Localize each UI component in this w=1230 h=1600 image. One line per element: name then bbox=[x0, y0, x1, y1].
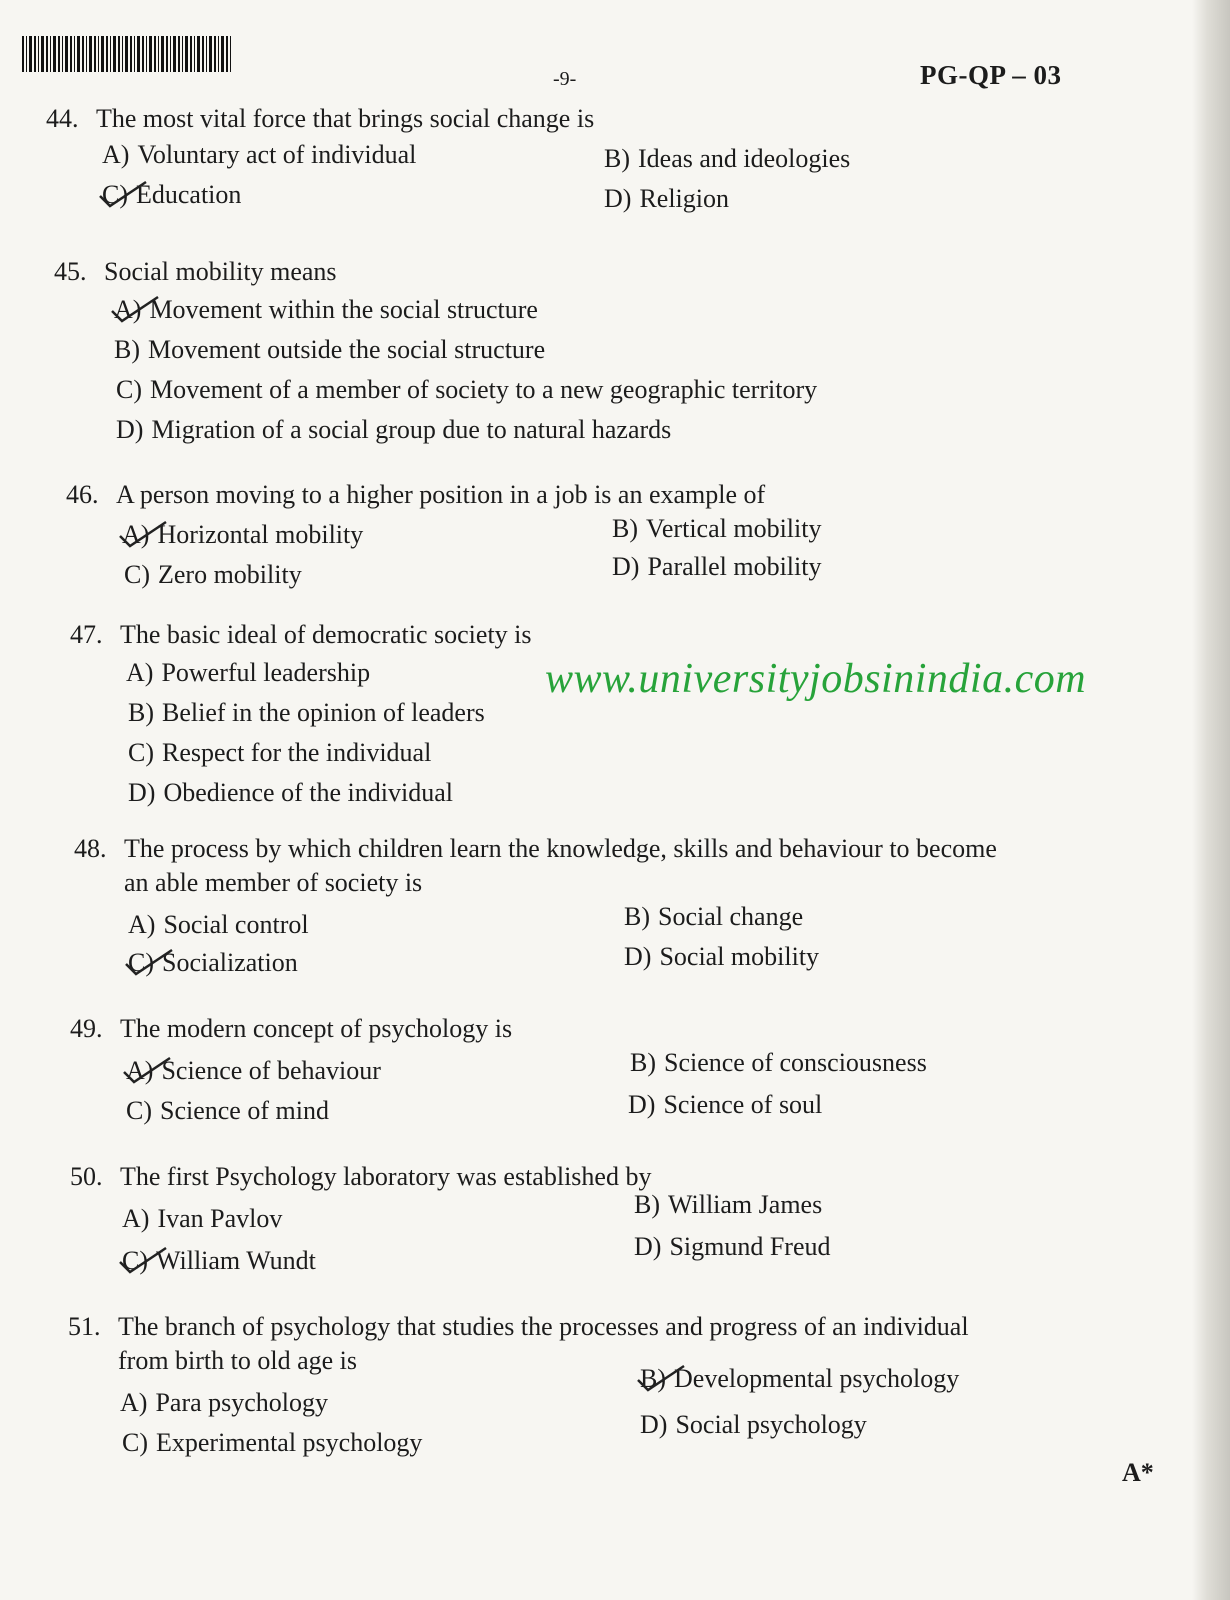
option-d: D) Parallel mobility bbox=[612, 552, 822, 581]
question-number: 48. bbox=[74, 834, 107, 863]
question-text: The modern concept of psychology is bbox=[120, 1014, 513, 1043]
barcode bbox=[22, 36, 232, 72]
scanned-page-edge bbox=[1192, 0, 1230, 1600]
question-number: 44. bbox=[46, 104, 79, 133]
option-c: C) Science of mind bbox=[126, 1096, 329, 1125]
question-46 bbox=[66, 478, 822, 596]
option-c: C) Zero mobility bbox=[124, 560, 302, 589]
option-a: A) Horizontal mobility bbox=[122, 518, 363, 552]
option-c: C) Experimental psychology bbox=[122, 1428, 423, 1457]
option-a: A) Powerful leadership bbox=[126, 658, 371, 687]
footer-mark: A* bbox=[1122, 1458, 1154, 1487]
option-b: B) Ideas and ideologies bbox=[604, 144, 851, 173]
question-number: 46. bbox=[66, 480, 99, 509]
question-45 bbox=[54, 255, 818, 459]
option-c: C) Education bbox=[102, 178, 241, 212]
option-d: D) Science of soul bbox=[628, 1090, 823, 1119]
option-a: A) Science of behaviour bbox=[126, 1054, 381, 1088]
option-c: C) Movement of a member of society to a new geographic territory bbox=[116, 375, 818, 404]
option-b: B) Belief in the opinion of leaders bbox=[128, 698, 485, 727]
question-text: The basic ideal of democratic society is bbox=[120, 620, 532, 649]
question-number: 45. bbox=[54, 257, 87, 286]
option-c: C) William Wundt bbox=[122, 1244, 316, 1278]
question-text: The process by which children learn the knowledge, skills and behaviour to become bbox=[124, 834, 997, 863]
question-49 bbox=[70, 1012, 927, 1130]
question-text-line-2: from birth to old age is bbox=[118, 1346, 358, 1375]
option-c: C) Socialization bbox=[128, 946, 298, 980]
option-a: A) Voluntary act of individual bbox=[102, 140, 417, 169]
option-a: A) Ivan Pavlov bbox=[122, 1204, 283, 1233]
option-a: A) Movement within the social structure bbox=[114, 293, 538, 327]
question-text: Social mobility means bbox=[104, 257, 337, 286]
option-d: D) Obedience of the individual bbox=[128, 778, 453, 807]
option-b: B) William James bbox=[634, 1190, 823, 1219]
page-number: -9- bbox=[553, 68, 577, 90]
option-d: D) Migration of a social group due to natural hazards bbox=[116, 415, 672, 444]
question-number: 50. bbox=[70, 1162, 103, 1191]
option-c: C) Respect for the individual bbox=[128, 738, 432, 767]
question-50 bbox=[70, 1160, 831, 1278]
question-text: The most vital force that brings social change is bbox=[96, 104, 595, 133]
option-b: B) Developmental psychology bbox=[640, 1362, 959, 1396]
option-b: B) Movement outside the social structure bbox=[114, 335, 546, 364]
option-d: D) Sigmund Freud bbox=[634, 1232, 831, 1261]
question-48 bbox=[74, 832, 997, 984]
question-44 bbox=[46, 102, 851, 220]
option-d: D) Religion bbox=[604, 184, 729, 213]
question-51 bbox=[68, 1310, 969, 1462]
question-number: 47. bbox=[70, 620, 103, 649]
option-b: B) Science of consciousness bbox=[630, 1048, 927, 1077]
question-text: A person moving to a higher position in a job is an example of bbox=[116, 480, 766, 509]
question-47 bbox=[70, 618, 532, 822]
option-a: A) Social control bbox=[128, 910, 309, 939]
option-b: B) Vertical mobility bbox=[612, 514, 822, 543]
option-a: A) Para psychology bbox=[120, 1388, 329, 1417]
option-d: D) Social psychology bbox=[640, 1410, 867, 1439]
question-number: 49. bbox=[70, 1014, 103, 1043]
option-d: D) Social mobility bbox=[624, 942, 820, 971]
watermark: www.universityjobsinindia.com bbox=[545, 656, 1087, 702]
question-text: The branch of psychology that studies the processes and progress of an individual bbox=[118, 1312, 969, 1341]
option-b: B) Social change bbox=[624, 902, 804, 931]
paper-code: PG-QP – 03 bbox=[920, 60, 1062, 90]
question-text-line-2: an able member of society is bbox=[124, 868, 423, 897]
question-text: The first Psychology laboratory was established by bbox=[120, 1162, 652, 1191]
question-number: 51. bbox=[68, 1312, 101, 1341]
